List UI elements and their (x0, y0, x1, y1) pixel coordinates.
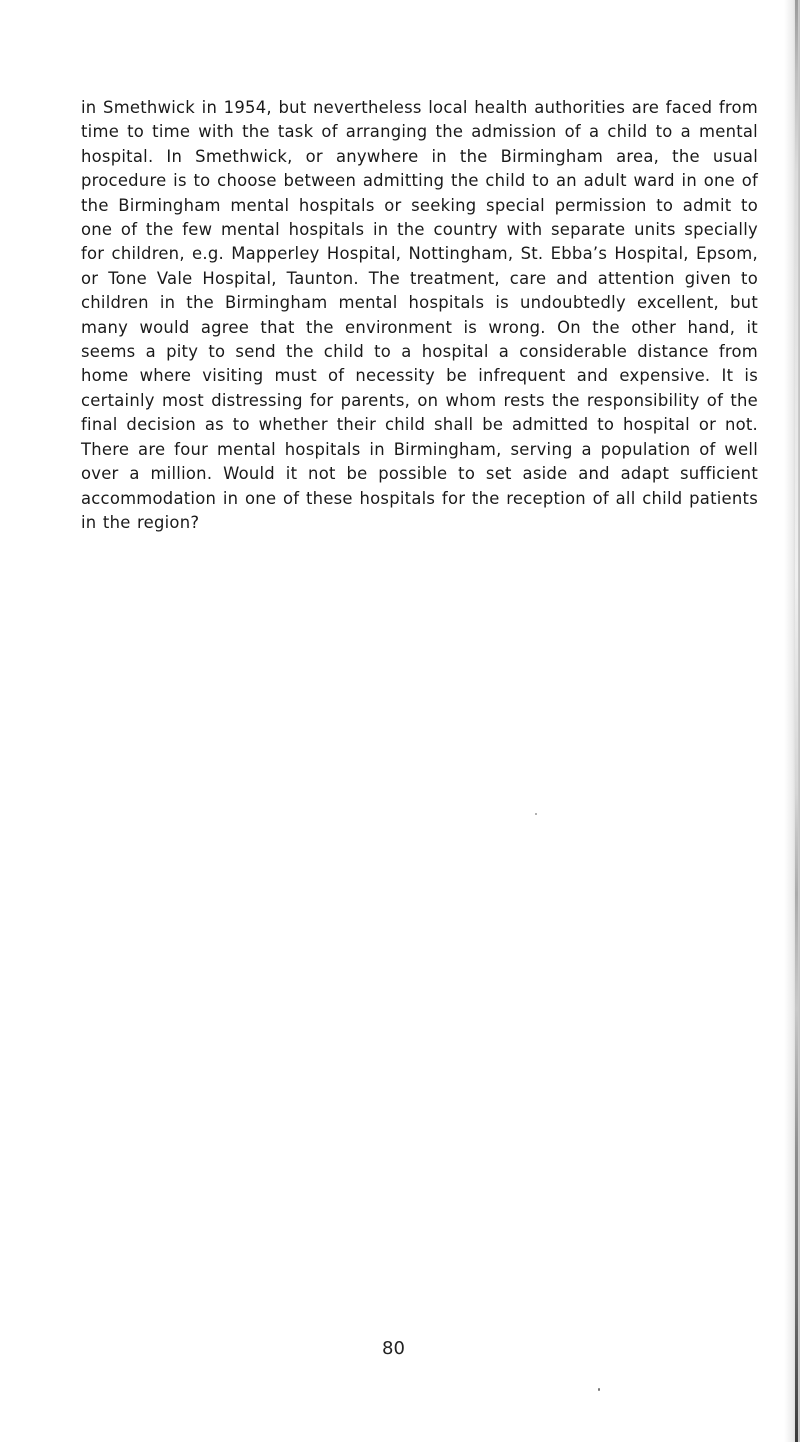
page-number: 80 (382, 1338, 405, 1359)
body-paragraph: in Smethwick in 1954, but nevertheless local health authorities are faced from time to time with the task of arranging the admission of a child to a mental hospital. In Smethwick, or anywhere in the Birmingham area, the usual procedure is to choose between admitting the child to an adult ward in one of the Birmingham mental hospitals or seeking special permission to admit to one of the few mental hospitals in the country with separate units specially for children, e.g. Mapperley Hospital, Nottingham, St. Ebba’s Hospital, Epsom, or Tone Vale Hospital, Taunton. The treatment, care and attention given to children in the Birmingham mental hospitals is undoubtedly excellent, but many would agree that the environment is wrong. On the other hand, it seems a pity to send the child to a hospital a considerable distance from home where visiting must of necessity be infrequent and expensive. It is certainly most distressing for parents, on whom rests the responsibility of the final decision as to whether their child shall be admitted to hospital or not. There are four mental hospitals in Birmingham, serving a population of well over a million. Would it not be possible to set aside and adapt sufficient accommodation in one of these hospitals for the reception of all child patients in the region? (81, 98, 758, 532)
scan-speck (598, 1388, 600, 1391)
scan-speck (535, 813, 537, 815)
scan-edge-line (795, 0, 798, 1442)
